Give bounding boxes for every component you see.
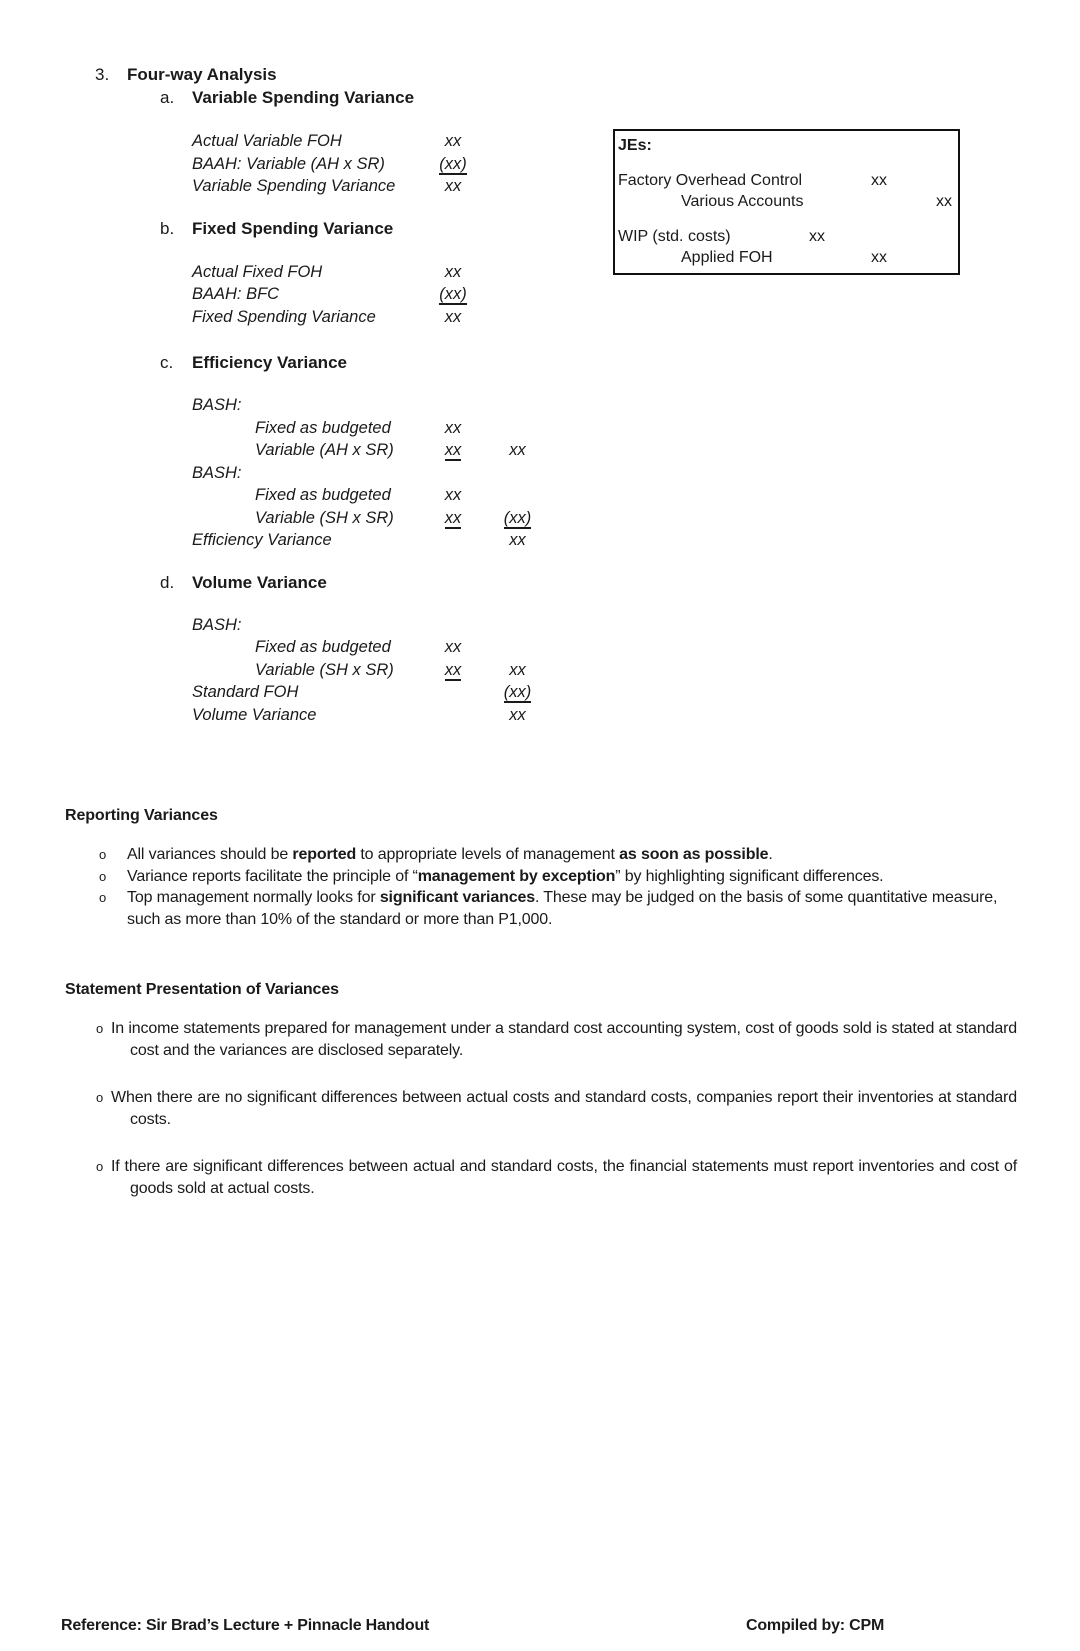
- schedule-row: [192, 462, 655, 485]
- bullet-text: . These may be judged on the basis of some quantitative measure, such as more than 10% of the standard or more than P1,000.: [127, 889, 998, 928]
- row-label: Fixed Spending Variance: [192, 307, 376, 326]
- schedule-row: [192, 394, 655, 417]
- row-value-underlined: xx: [444, 508, 462, 527]
- reporting-bullet: [65, 866, 1017, 888]
- bullet-marker: o: [99, 868, 107, 884]
- row-value: xx: [509, 441, 526, 459]
- row-value-underlined: (xx): [439, 285, 467, 303]
- row-label: Efficiency Variance: [192, 531, 332, 549]
- row-value-underlined: (xx): [503, 508, 532, 527]
- bullet-marker: o: [99, 890, 107, 905]
- subsection-letter: d.: [160, 572, 175, 592]
- bullet-text-bold: as soon as possible: [619, 846, 769, 863]
- schedule-row: [192, 283, 655, 306]
- row-label: BAAH: Variable (AH x SR): [192, 154, 385, 173]
- statement-bullet: [65, 1018, 1017, 1061]
- schedule-row: [192, 484, 655, 507]
- row-label: BASH:: [192, 615, 242, 634]
- bullet-text: When there are no significant differences between actual costs and standard costs, companies report their inventories at standard costs.: [111, 1089, 1017, 1128]
- row-value: xx: [444, 638, 462, 656]
- footer-reference: Reference: Sir Brad’s Lecture + Pinnacle Handout: [61, 1617, 430, 1634]
- row-label: Fixed as budgeted: [255, 486, 391, 504]
- schedule-row: [192, 529, 655, 552]
- schedule-row: [192, 261, 655, 284]
- je-line: [618, 191, 958, 212]
- schedule-row: [192, 507, 655, 530]
- subsection-title: Fixed Spending Variance: [192, 218, 394, 238]
- schedule-row: [192, 175, 655, 198]
- je-line: [618, 226, 958, 247]
- row-label: Standard FOH: [192, 683, 299, 701]
- bullet-text: ” by highlighting significant differences.: [615, 867, 884, 885]
- row-label: BAAH: BFC: [192, 285, 280, 303]
- bullet-text: In income statements prepared for management under a standard cost accounting system, cost of goods sold is stated at standard cost and the variances are disclosed separately.: [111, 1020, 1017, 1059]
- row-label: Variable (SH x SR): [255, 508, 394, 527]
- bullet-text: to appropriate levels of management: [356, 846, 620, 863]
- subsection-title: Efficiency Variance: [192, 353, 347, 372]
- subsection-heading-d: [160, 571, 655, 594]
- bullet-text: Variance reports facilitate the principle of “: [127, 867, 418, 885]
- row-value: xx: [509, 531, 526, 549]
- schedule-row: [192, 614, 655, 637]
- statement-heading: Statement Presentation of Variances: [65, 981, 339, 998]
- subsection-letter: b.: [160, 218, 175, 238]
- schedule-fixed-spending: [192, 261, 655, 329]
- row-label: Fixed as budgeted: [255, 638, 391, 656]
- row-value-underlined: xx: [444, 660, 462, 679]
- schedule-row: [192, 306, 655, 329]
- row-value-underlined: xx: [444, 441, 462, 459]
- subsection-heading-a: [160, 86, 655, 109]
- row-value-underlined: (xx): [439, 154, 467, 173]
- row-label: Variable (SH x SR): [255, 660, 394, 679]
- row-value: xx: [444, 418, 462, 437]
- row-label: BASH:: [192, 463, 242, 482]
- je-amount: xx: [809, 228, 825, 245]
- four-way-analysis-section: [95, 63, 655, 726]
- je-account: Factory Overhead Control: [618, 172, 803, 189]
- reporting-bullet: [65, 887, 1017, 930]
- bullet-text: Top management normally looks for: [127, 889, 380, 906]
- row-value: xx: [444, 132, 462, 150]
- row-value: xx: [509, 705, 526, 724]
- bullet-text-bold: significant variances: [379, 889, 535, 906]
- subsection-heading-c: [160, 351, 655, 374]
- schedule-row: [192, 153, 655, 176]
- bullet-marker: o: [96, 1021, 104, 1036]
- section-number: 3.: [95, 65, 110, 84]
- subsection-letter: c.: [160, 353, 174, 372]
- je-line: [618, 170, 958, 191]
- schedule-row: [192, 681, 655, 704]
- subsection-title: Volume Variance: [192, 572, 327, 592]
- bullet-marker: o: [99, 847, 107, 862]
- row-label: Variable (AH x SR): [255, 441, 394, 459]
- schedule-row: [192, 704, 655, 727]
- footer-compiled-by: Compiled by: CPM: [746, 1617, 885, 1634]
- schedule-row: [192, 417, 655, 440]
- row-label: Actual Fixed FOH: [192, 262, 323, 281]
- row-value: xx: [444, 486, 462, 504]
- subsection-title: Variable Spending Variance: [192, 88, 415, 107]
- schedule-variable-spending: [192, 130, 655, 198]
- statement-bullet: [65, 1156, 1017, 1199]
- schedule-row: [192, 636, 655, 659]
- statement-presentation-section: [65, 979, 1017, 1199]
- schedule-row: [192, 659, 655, 682]
- row-label: Volume Variance: [192, 705, 317, 724]
- row-value: xx: [444, 262, 462, 281]
- reporting-bullet: [65, 844, 1017, 866]
- schedule-row: [192, 130, 655, 153]
- subsection-heading-b: [160, 217, 655, 240]
- row-label: Actual Variable FOH: [192, 132, 342, 150]
- section-heading: [95, 63, 655, 86]
- row-label: BASH:: [192, 396, 242, 414]
- schedule-efficiency: [192, 394, 655, 552]
- bullet-marker: o: [96, 1090, 104, 1105]
- journal-entries-box: [613, 129, 960, 275]
- je-line: [618, 247, 958, 268]
- je-account: WIP (std. costs): [618, 228, 731, 245]
- bullet-text: All variances should be: [127, 846, 293, 863]
- bullet-marker: o: [96, 1159, 104, 1174]
- je-box-title: JEs:: [618, 137, 652, 154]
- je-amount: xx: [871, 172, 887, 189]
- je-account: Various Accounts: [681, 193, 804, 210]
- row-label: Fixed as budgeted: [255, 418, 391, 437]
- bullet-text: If there are significant differences between actual and standard costs, the financial statements must report inventories and cost of goods sold at actual costs.: [111, 1158, 1017, 1197]
- subsection-letter: a.: [160, 88, 175, 107]
- row-value: xx: [509, 660, 526, 679]
- row-label: Variable Spending Variance: [192, 177, 396, 195]
- row-value: xx: [444, 307, 462, 326]
- section-title: Four-way Analysis: [127, 65, 277, 84]
- bullet-text-bold: management by exception: [417, 867, 616, 885]
- row-value: xx: [444, 177, 462, 195]
- je-amount: xx: [871, 249, 887, 266]
- bullet-text: .: [768, 846, 773, 863]
- je-amount: xx: [936, 193, 952, 210]
- bullet-text-bold: reported: [292, 846, 357, 863]
- reporting-heading: Reporting Variances: [65, 807, 218, 824]
- schedule-volume: [192, 614, 655, 727]
- schedule-row: [192, 439, 655, 462]
- row-value-underlined: (xx): [503, 683, 532, 701]
- reporting-variances-section: [65, 805, 1017, 930]
- je-account: Applied FOH: [681, 249, 773, 266]
- statement-bullet: [65, 1087, 1017, 1130]
